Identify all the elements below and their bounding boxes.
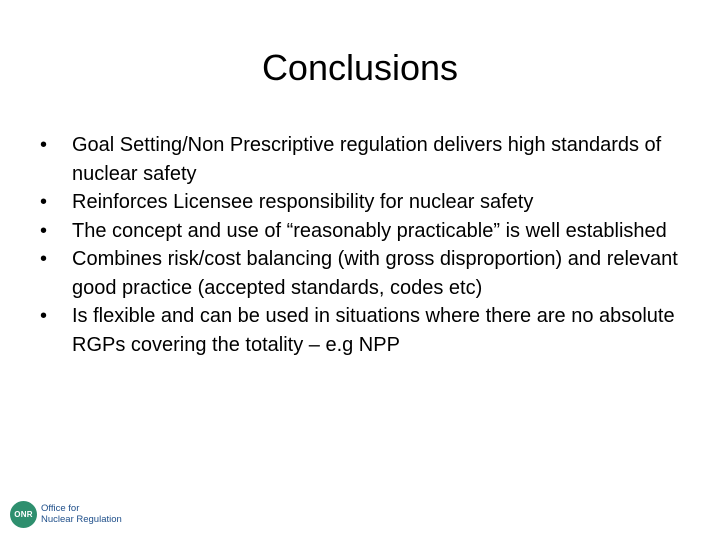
onr-logo-text xyxy=(41,503,122,525)
bullet-glyph: • xyxy=(40,305,48,327)
bullet-item xyxy=(40,302,680,359)
onr-logo xyxy=(10,497,122,531)
bullet-text: Is flexible and can be used in situations where there are no absolute RGPs covering the totality – e.g NPP xyxy=(72,305,675,356)
onr-logo-line1: Office for xyxy=(41,503,80,514)
slide-title: Conclusions xyxy=(261,47,459,88)
bullet-glyph: • xyxy=(40,191,48,213)
bullet-text: Goal Setting/Non Prescriptive regulation delivers high standards of nuclear safety xyxy=(72,134,662,185)
bullet-text: Reinforces Licensee responsibility for nuclear safety xyxy=(72,191,534,213)
bullet-list xyxy=(40,131,680,359)
onr-logo-mark: ONR xyxy=(10,501,37,528)
bullet-glyph: • xyxy=(40,219,48,242)
bullet-item xyxy=(40,131,680,188)
bullet-text: Combines risk/cost balancing (with gross disproportion) and relevant good practice (accepted standards, codes etc) xyxy=(72,248,678,299)
bullet-item xyxy=(40,245,680,302)
bullet-item xyxy=(40,217,680,246)
bullet-glyph: • xyxy=(40,134,48,156)
bullet-glyph: • xyxy=(40,248,48,270)
bullet-item xyxy=(40,188,680,217)
onr-logo-line2: Nuclear Regulation xyxy=(41,514,122,525)
bullet-text: The concept and use of “reasonably practicable” is well established xyxy=(72,219,667,242)
